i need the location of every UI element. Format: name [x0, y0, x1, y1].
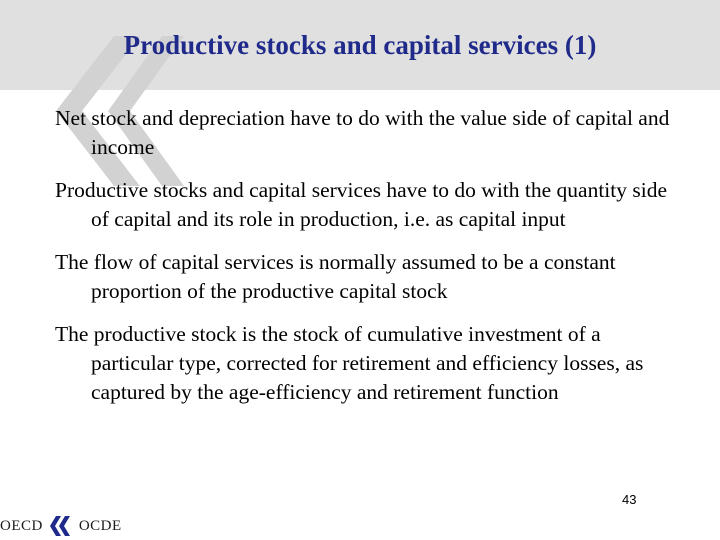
bullet-item: The flow of capital services is normally assumed to be a constant proportion of the productive capital stock [55, 250, 616, 303]
logo-text-ocde: OCDE [78, 517, 122, 534]
oecd-logo [0, 514, 140, 538]
page-number: 43 [622, 492, 637, 507]
slide-title: Productive stocks and capital services (1) [123, 30, 597, 60]
oecd-logo-mark-icon [46, 514, 76, 538]
logo-text-oecd: OECD [0, 517, 43, 534]
bullet-list [55, 104, 685, 421]
bullet-item: Productive stocks and capital services have to do with the quantity side of capital and its role in production, i.e. as capital input [55, 178, 668, 231]
bullet-item: Net stock and depreciation have to do with the value side of capital and income [55, 106, 670, 159]
bullet-item: The productive stock is the stock of cumulative investment of a particular type, corrected for retirement and efficiency losses, as captured by the age-efficiency and retirement function [55, 322, 644, 404]
